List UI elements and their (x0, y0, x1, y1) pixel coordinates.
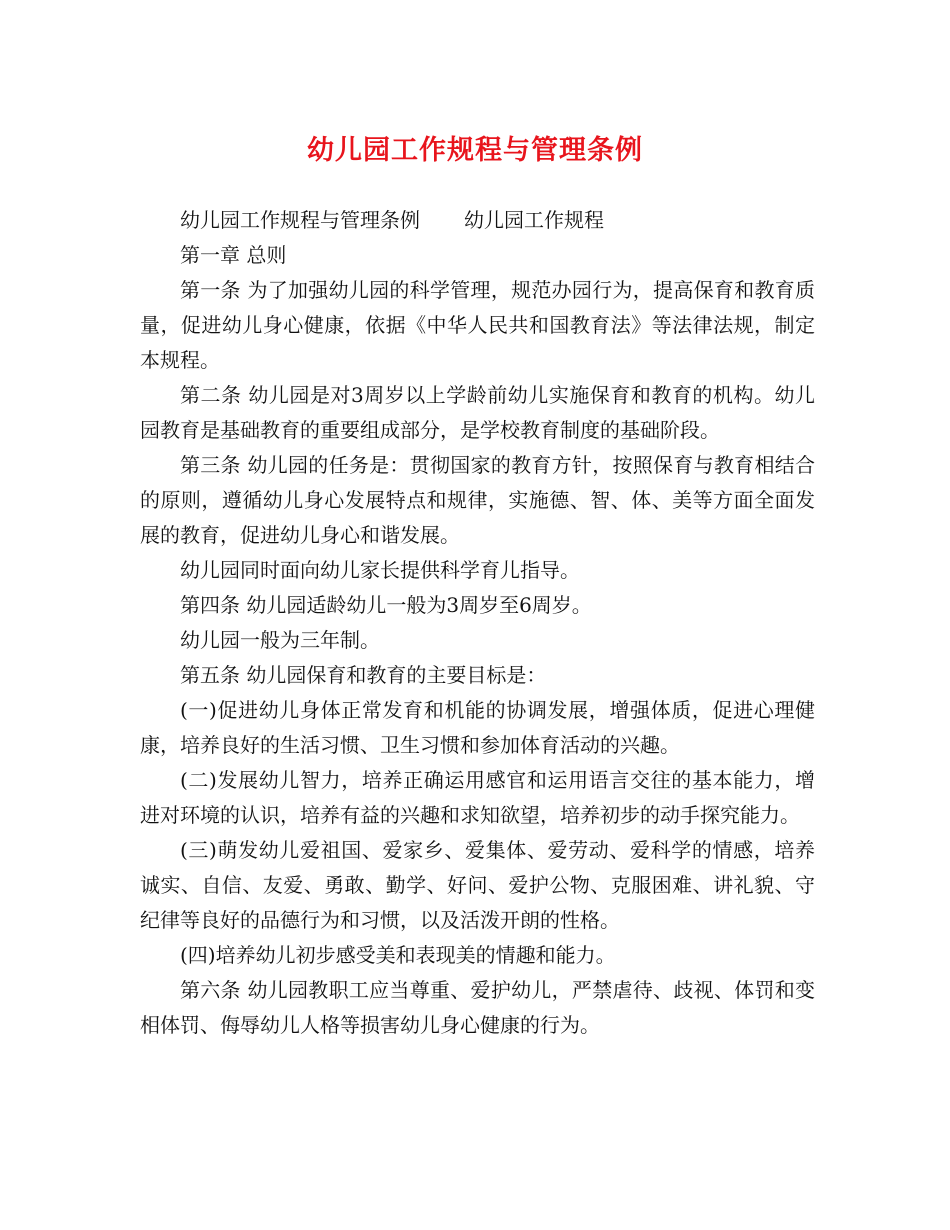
subtitle-line (140, 203, 815, 238)
subtitle-right: 幼儿园工作规程 (464, 208, 604, 232)
paragraph: 幼儿园同时面向幼儿家长提供科学育儿指导。 (180, 558, 580, 582)
document-title: 幼儿园工作规程与管理条例 (307, 135, 643, 166)
paragraph: (二)发展幼儿智力，培养正确运用感官和运用语言交往的基本能力，增进对环境的认识，培养有益的兴趣和求知欲望，培养初步的动手探究能力。 (140, 768, 815, 827)
paragraph: 第四条 幼儿园适龄幼儿一般为3周岁至6周岁。 (180, 593, 592, 617)
paragraph: (一)促进幼儿身体正常发育和机能的协调发展，增强体质，促进心理健康，培养良好的生活习惯、卫生习惯和参加体育活动的兴趣。 (140, 698, 815, 757)
paragraph: 幼儿园一般为三年制。 (180, 628, 380, 652)
paragraph: 第六条 幼儿园教职工应当尊重、爱护幼儿，严禁虐待、歧视、体罚和变相体罚、侮辱幼儿人格等损害幼儿身心健康的行为。 (140, 978, 815, 1037)
paragraph: 第二条 幼儿园是对3周岁以上学龄前幼儿实施保育和教育的机构。幼儿园教育是基础教育的重要组成部分，是学校教育制度的基础阶段。 (140, 383, 815, 442)
paragraph: (三)萌发幼儿爱祖国、爱家乡、爱集体、爱劳动、爱科学的情感，培养诚实、自信、友爱、勇敢、勤学、好问、爱护公物、克服困难、讲礼貌、守纪律等良好的品德行为和习惯，以及活泼开朗的性格。 (140, 838, 815, 932)
document-body (140, 203, 815, 1043)
paragraph: 第五条 幼儿园保育和教育的主要目标是： (180, 663, 547, 687)
subtitle-left: 幼儿园工作规程与管理条例 (180, 208, 420, 232)
paragraph: 第三条 幼儿园的任务是：贯彻国家的教育方针，按照保育与教育相结合的原则，遵循幼儿身心发展特点和规律，实施德、智、体、美等方面全面发展的教育，促进幼儿身心和谐发展。 (140, 453, 815, 547)
paragraph: (四)培养幼儿初步感受美和表现美的情趣和能力。 (180, 943, 616, 967)
paragraph: 第一章 总则 (180, 243, 287, 267)
paragraph: 第一条 为了加强幼儿园的科学管理，规范办园行为，提高保育和教育质量，促进幼儿身心健康，依据《中华人民共和国教育法》等法律法规，制定本规程。 (140, 278, 815, 372)
